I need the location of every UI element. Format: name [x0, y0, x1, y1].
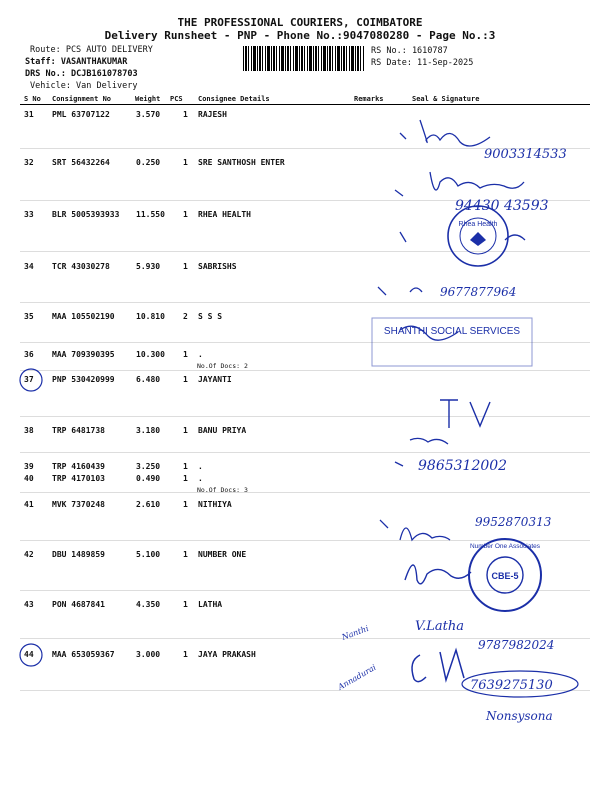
col-seal: Seal & Signature — [412, 95, 480, 103]
rhea-health-stamp — [448, 206, 508, 266]
row-consignee: LATHA — [198, 600, 223, 609]
drs-label: DRS No.: DCJB161078703 — [25, 69, 138, 79]
row-pcs: 1 — [183, 375, 188, 384]
row-consignee: . — [198, 462, 203, 471]
row-consignee: . — [198, 474, 203, 483]
signature-scribble — [395, 172, 524, 196]
handwritten-phone: 7639275130 — [470, 678, 553, 693]
row-consignment-no: MAA 105502190 — [52, 312, 115, 321]
row-pcs: 1 — [183, 158, 188, 167]
stamp-text: Rhea Health — [458, 221, 498, 228]
handwritten-name: Nanthi — [340, 623, 370, 642]
row-pcs: 1 — [183, 262, 188, 271]
handwritten-phone: 9952870313 — [475, 515, 552, 529]
signature-scribble — [412, 650, 464, 682]
row-consignment-no: BLR 5005393933 — [52, 210, 120, 219]
row-divider — [20, 690, 590, 691]
row-weight: 3.250 — [136, 462, 161, 471]
row-pcs: 1 — [183, 600, 188, 609]
row-sno: 32 — [24, 158, 34, 167]
row-sno: 35 — [24, 312, 34, 321]
row-consignment-no: TCR 43030278 — [52, 262, 110, 271]
stamp-text: Number One Associates — [469, 543, 541, 550]
signature-scribble — [400, 326, 458, 340]
col-consignment: Consignment No — [52, 95, 112, 103]
handwritten-name: Nonsysona — [486, 709, 553, 723]
handwritten-phone: 9003314533 — [484, 147, 567, 162]
doc-note: No.Of Docs: 3 — [197, 486, 248, 494]
row-divider — [20, 492, 590, 493]
row-consignment-no: PON 4687841 — [52, 600, 105, 609]
row-pcs: 1 — [183, 426, 188, 435]
row-divider — [20, 148, 590, 149]
row-sno: 31 — [24, 110, 34, 119]
row-divider — [20, 200, 590, 201]
company-title: THE PROFESSIONAL COURIERS, COIMBATORE — [177, 16, 423, 29]
col-weight: Weight — [135, 95, 161, 103]
runsheet-subtitle: Delivery Runsheet - PNP - Phone No.:9047080280 - Page No.:3 — [104, 29, 496, 42]
row-consignment-no: MAA 709390395 — [52, 350, 115, 359]
signature-scribble — [405, 565, 471, 584]
handwritten-name: V.Latha — [415, 619, 464, 634]
row-weight: 3.570 — [136, 110, 161, 119]
row-pcs: 1 — [183, 462, 188, 471]
row-weight: 11.550 — [136, 210, 165, 219]
staff-label: Staff: VASANTHAKUMAR — [25, 57, 128, 67]
row-sno: 37 — [24, 375, 34, 384]
handwritten-phone: 9787982024 — [478, 638, 555, 652]
row-pcs: 1 — [183, 210, 188, 219]
row-consignee: NITHIYA — [198, 500, 232, 509]
row-weight: 10.810 — [136, 312, 165, 321]
row-consignee: . — [198, 350, 203, 359]
number-one-stamp — [469, 539, 541, 611]
row-consignee: RHEA HEALTH — [198, 210, 251, 219]
row-weight: 6.480 — [136, 375, 161, 384]
row-consignment-no: TRP 6481738 — [52, 426, 105, 435]
row-divider — [20, 540, 590, 541]
header-rule — [20, 104, 590, 105]
row-sno: 39 — [24, 462, 34, 471]
row-consignee: SABRISHS — [198, 262, 237, 271]
row-weight: 3.180 — [136, 426, 161, 435]
row-divider — [20, 302, 590, 303]
row-consignment-no: MAA 653059367 — [52, 650, 115, 659]
row-weight: 3.000 — [136, 650, 161, 659]
row-sno: 38 — [24, 426, 34, 435]
row-weight: 4.350 — [136, 600, 161, 609]
row-weight: 2.610 — [136, 500, 161, 509]
row-consignment-no: PNP 530420999 — [52, 375, 115, 384]
row-consignment-no: DBU 1489859 — [52, 550, 105, 559]
row-divider — [20, 638, 590, 639]
row-pcs: 2 — [183, 312, 188, 321]
row-pcs: 1 — [183, 650, 188, 659]
signature-scribble — [440, 400, 490, 428]
row-consignment-no: MVK 7370248 — [52, 500, 105, 509]
row-consignee: RAJESH — [198, 110, 227, 119]
row-consignment-no: SRT 56432264 — [52, 158, 110, 167]
row-pcs: 1 — [183, 500, 188, 509]
row-sno: 41 — [24, 500, 34, 509]
row-sno: 44 — [24, 650, 34, 659]
row-consignee: SRE SANTHOSH ENTER — [198, 158, 285, 167]
row-divider — [20, 416, 590, 417]
row-divider — [20, 590, 590, 591]
col-pcs: PCS — [170, 95, 183, 103]
signature-scribble — [400, 120, 490, 146]
handwritten-phone: 94430 43593 — [455, 198, 549, 214]
handwritten-name: Annadurai — [336, 662, 378, 692]
col-sno: S No — [24, 95, 41, 103]
row-divider — [20, 342, 590, 343]
row-divider — [20, 251, 590, 252]
signature-scribble — [380, 520, 450, 540]
circle-mark — [462, 671, 578, 697]
doc-note: No.Of Docs: 2 — [197, 362, 248, 370]
row-pcs: 1 — [183, 110, 188, 119]
row-pcs: 1 — [183, 550, 188, 559]
barcode-image — [243, 46, 365, 71]
rs-number: RS No.: 1610787 — [371, 46, 448, 56]
row-consignee: JAYA PRAKASH — [198, 650, 256, 659]
row-sno: 34 — [24, 262, 34, 271]
row-consignment-no: TRP 4160439 — [52, 462, 105, 471]
col-remarks: Remarks — [354, 95, 384, 103]
row-sno: 42 — [24, 550, 34, 559]
signature-scribble — [400, 232, 525, 242]
row-sno: 36 — [24, 350, 34, 359]
row-sno: 43 — [24, 600, 34, 609]
stamp-text: SHANTHI SOCIAL SERVICES — [383, 326, 521, 337]
row-consignee: JAYANTI — [198, 375, 232, 384]
row-consignment-no: TRP 4170103 — [52, 474, 105, 483]
row-sno: 40 — [24, 474, 34, 483]
row-weight: 0.490 — [136, 474, 161, 483]
route-label: Route: PCS AUTO DELIVERY — [30, 45, 153, 55]
row-sno: 33 — [24, 210, 34, 219]
row-weight: 0.250 — [136, 158, 161, 167]
row-weight: 5.930 — [136, 262, 161, 271]
row-pcs: 1 — [183, 474, 188, 483]
row-divider — [20, 370, 590, 371]
row-weight: 10.300 — [136, 350, 165, 359]
row-consignee: NUMBER ONE — [198, 550, 247, 559]
row-consignee: S S S — [198, 312, 223, 321]
signature-scribble — [378, 287, 422, 295]
row-consignee: BANU PRIYA — [198, 426, 247, 435]
handwritten-phone: 9865312002 — [418, 458, 508, 474]
row-pcs: 1 — [183, 350, 188, 359]
row-consignment-no: PML 63707122 — [52, 110, 110, 119]
handwritten-phone: 9677877964 — [440, 285, 517, 299]
row-weight: 5.100 — [136, 550, 161, 559]
row-divider — [20, 452, 590, 453]
rs-date: RS Date: 11-Sep-2025 — [371, 58, 474, 68]
stamp-code: CBE-5 — [491, 571, 519, 581]
col-consignee: Consignee Details — [198, 95, 270, 103]
vehicle-label: Vehicle: Van Delivery — [30, 81, 138, 91]
